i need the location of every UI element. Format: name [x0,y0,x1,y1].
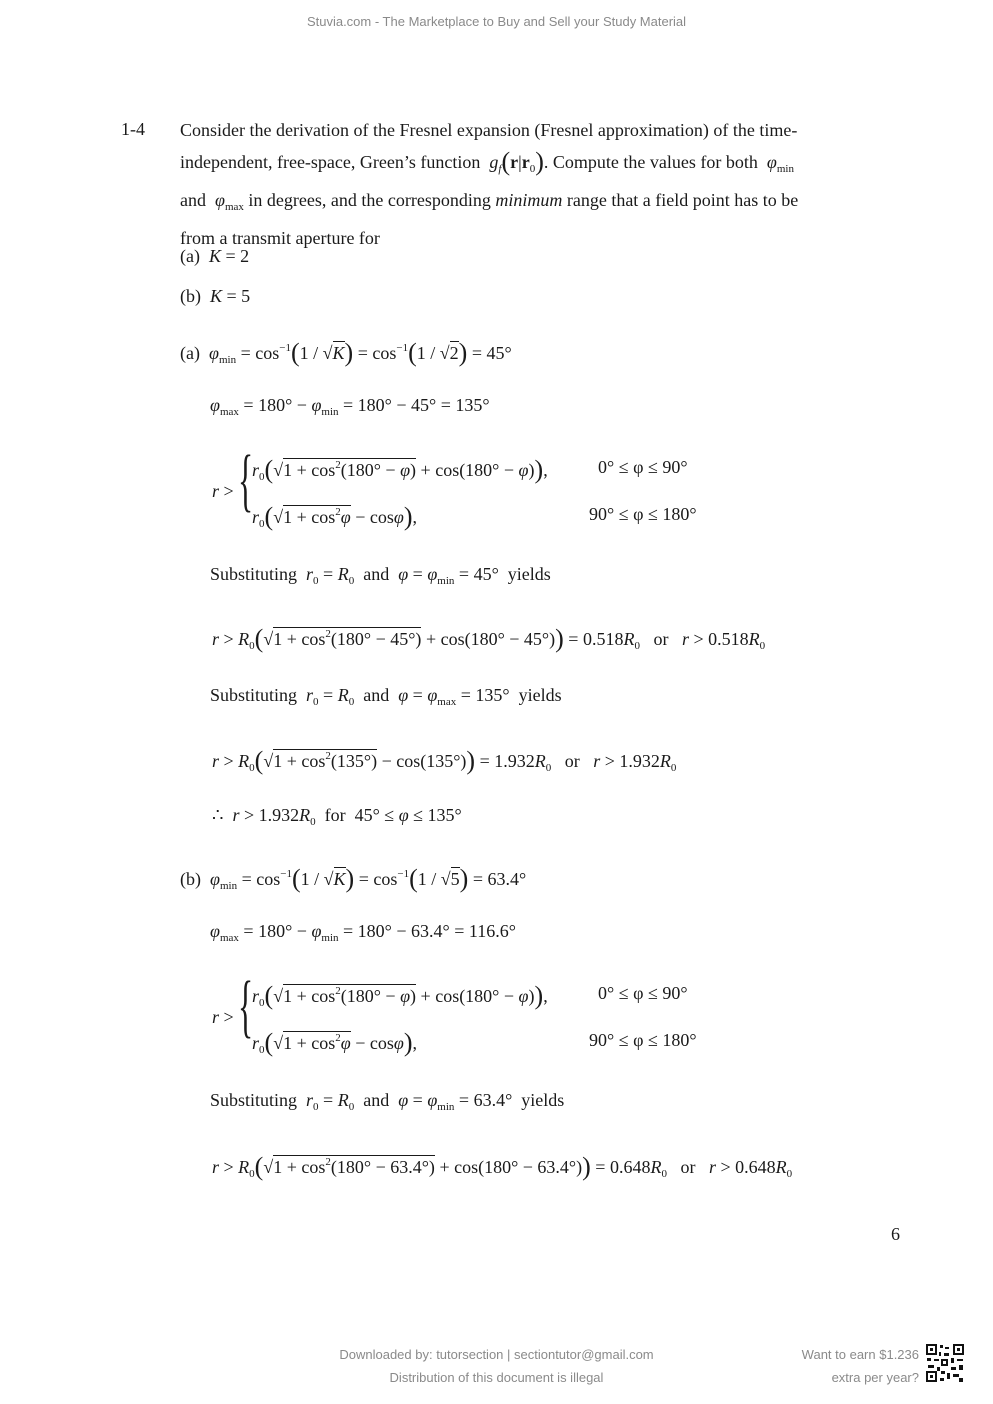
footer-downloaded: Downloaded by: tutorsection | sectiontutor@gmail.com [339,1347,654,1362]
footer-distribution: Distribution of this document is illegal [389,1370,604,1385]
page-header: Stuvia.com - The Marketplace to Buy and Sell your Study Material [306,14,687,29]
case-a: (a) K = 2 [180,246,250,266]
qr-code-icon[interactable] [925,1343,965,1383]
problem-number: 1-4 [121,119,145,139]
problem-line-4: from a transmit aperture for [180,228,380,248]
sol-b-case1: $r_0(√1 + \cos^2(180^\circ - \varphi) + \cos(180^\circ - \varphi))$, [252,981,548,1010]
sol-a-substitution-2: Substituting $r_0 = R_0$ and $\varphi = \varphi_{max} = 135^\circ$ yields [210,685,562,708]
problem-statement [180,115,900,254]
footer-earn-line-2[interactable]: extra per year? [831,1370,919,1385]
greens-function-symbol: $g_f(r|r_0)$ [489,147,544,176]
sol-a-result-2: $r > R_0(√1 + \cos^2(135^\circ) - \cos(135^\circ)) = 1.932R_0$ or $r > 1.932R_0$ [212,746,677,775]
sol-a-substitution-1: Substituting $r_0 = R_0$ and $\varphi = \varphi_{min} = 45^\circ$ yields [210,564,551,587]
problem-line-1: Consider the derivation of the Fresnel expansion (Fresnel approximation) of the time- [180,120,798,140]
sol-b-substitution-1: Substituting $r_0 = R_0$ and $\varphi = \varphi_{min} = 63.4^\circ$ yields [210,1090,565,1113]
sol-b-phi-max: $\varphi_{max} = 180^\circ - \varphi_{min} = 180^\circ - 63.4^\circ = 116.6^\circ$ [210,921,516,944]
sol-b-brace: { [238,968,254,1045]
sol-b-case1-range: 0° ≤ φ ≤ 90° [598,983,688,1003]
sol-b-case2: $r_0(√1 + \cos^2\varphi - \cos\varphi)$, [252,1028,417,1057]
sol-b-r-label: r > [212,1007,234,1027]
sol-a-case2: $r_0(√1 + \cos^2\varphi - \cos\varphi)$, [252,502,417,531]
sol-a-case2-range: 90° ≤ φ ≤ 180° [589,504,697,524]
sol-a-result-1: $r > R_0(√1 + \cos^2(180^\circ - 45^\circ) + \cos(180^\circ - 45^\circ)) = 0.518R_0$ or $r > 0.518R_0$ [212,624,766,653]
footer-earn-line-1[interactable]: Want to earn $1.236 [801,1347,919,1362]
sol-b-result-1: $r > R_0(√1 + \cos^2(180^\circ - 63.4^\circ) + \cos(180^\circ - 63.4^\circ)) = 0.648R_0$ or $r > 0.648R_0$ [212,1152,793,1181]
sol-a-brace: { [238,442,254,519]
sol-a-case1-range: 0° ≤ φ ≤ 90° [598,457,688,477]
sol-a-r-label: r > [212,481,234,501]
case-b: (b) K = 5 [180,286,251,306]
problem-line-3: and $\varphi_{max}$ in degrees, and the corresponding minimum range that a field point has to be [180,190,799,213]
sol-b-case2-range: 90° ≤ φ ≤ 180° [589,1030,697,1050]
problem-line-2: independent, free-space, Green’s function $g_f(r|r_0)$. Compute the values for both $\varphi_{min}$ [180,147,794,176]
sol-b-phi-min: (b) $\varphi_{min} = \cos^{-1}(1 / √K) = \cos^{-1}(1 / √5) = 63.4^\circ$ [180,864,527,893]
sol-a-case1: $r_0(√1 + \cos^2(180^\circ - \varphi) + \cos(180^\circ - \varphi))$, [252,455,548,484]
sol-a-therefore: ∴ $r > 1.932R_0$ for 45° ≤ φ ≤ 135° [212,805,462,828]
page-number: 6 [891,1224,900,1244]
sol-a-phi-min: (a) $\varphi_{min} = \cos^{-1}(1 / √K) = \cos^{-1}(1 / √2) = 45^\circ$ [180,338,512,367]
sol-a-phi-max: $\varphi_{max} = 180^\circ - \varphi_{min} = 180^\circ - 45^\circ = 135^\circ$ [210,395,490,418]
